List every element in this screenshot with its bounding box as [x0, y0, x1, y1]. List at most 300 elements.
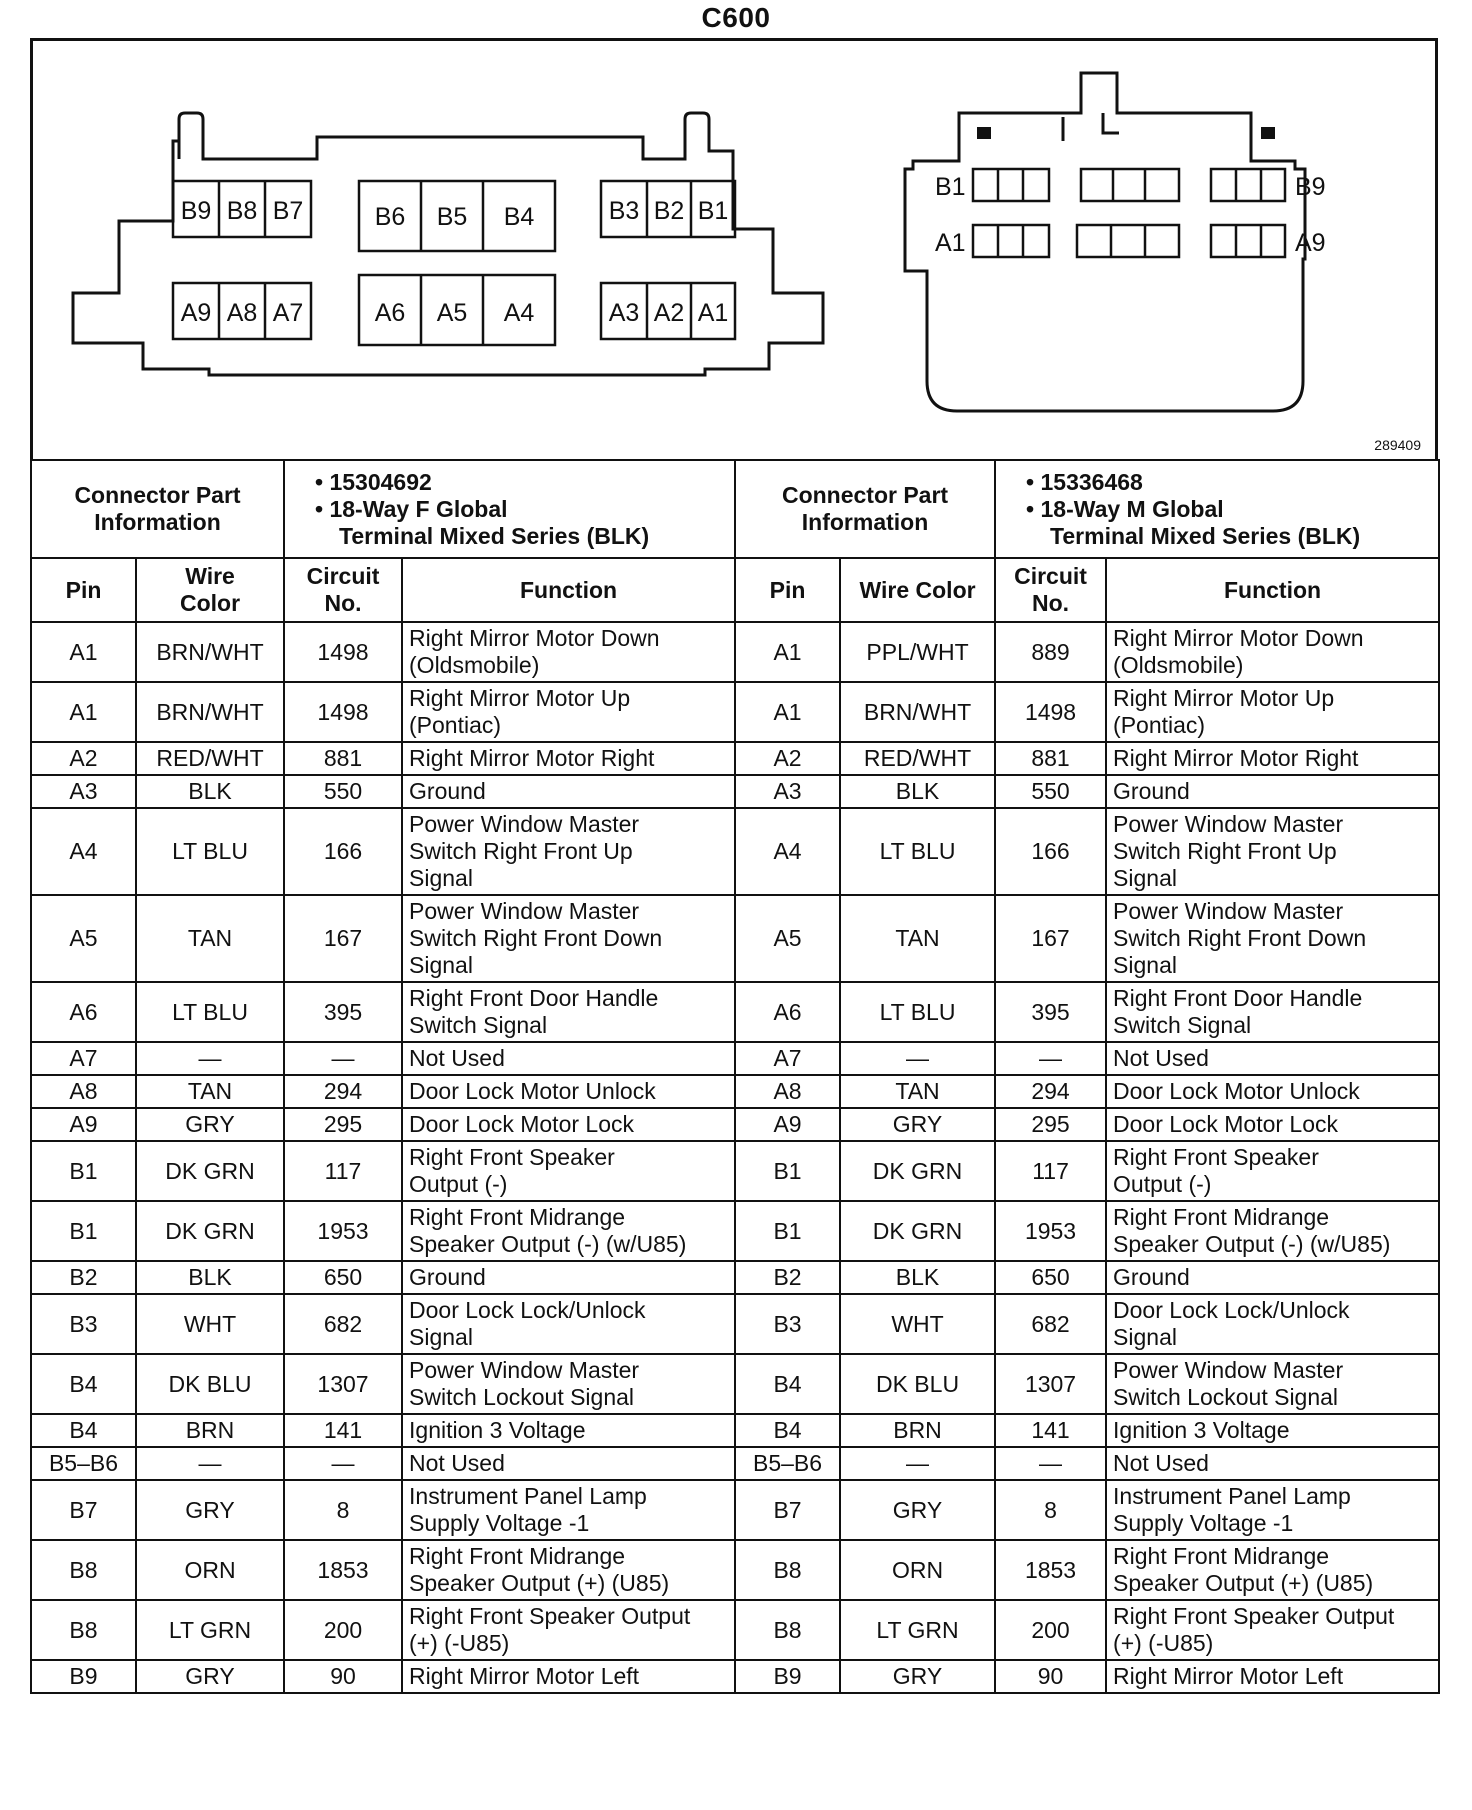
cavity-label: A9	[180, 299, 212, 327]
left-connector	[73, 113, 823, 375]
wire-color-cell: WHT	[840, 1294, 995, 1354]
wire-color-cell: GRY	[840, 1480, 995, 1540]
function-line: Not Used	[409, 1045, 505, 1071]
function-line: Ground	[409, 778, 486, 804]
function-line: Switch Signal	[409, 1012, 548, 1038]
function-cell	[402, 1201, 735, 1261]
pin-cell: A3	[31, 775, 136, 808]
function-line: Door Lock Lock/Unlock	[1113, 1297, 1350, 1323]
part-description: 18-Way F Global	[329, 495, 508, 522]
part-number: 15304692	[329, 468, 432, 495]
image-id: 289409	[1374, 437, 1421, 453]
column-header-function: Function	[402, 558, 735, 622]
wire-color-cell: GRY	[136, 1108, 284, 1141]
pin-cell: B4	[31, 1354, 136, 1414]
circuit-cell: 650	[995, 1261, 1106, 1294]
function-line: Signal	[1113, 865, 1177, 891]
table-row	[31, 1075, 1439, 1108]
wire-color-cell: RED/WHT	[840, 742, 995, 775]
pin-cell: B1	[31, 1201, 136, 1261]
table-row	[31, 1600, 1439, 1660]
wire-color-cell: BRN/WHT	[136, 622, 284, 682]
function-line: Speaker Output (+) (U85)	[409, 1570, 670, 1596]
table-row	[31, 1480, 1439, 1540]
function-cell	[1106, 1447, 1439, 1480]
function-cell	[402, 895, 735, 982]
function-line: Right Mirror Motor Down	[1113, 625, 1364, 651]
cavity-label: B3	[608, 197, 640, 225]
function-line: Switch Signal	[1113, 1012, 1252, 1038]
function-line: Right Mirror Motor Up	[409, 685, 631, 711]
wire-color-cell: BRN/WHT	[840, 682, 995, 742]
function-line: Door Lock Motor Lock	[409, 1111, 634, 1137]
function-line: Right Mirror Motor Down	[409, 625, 660, 651]
function-line: (+) (-U85)	[409, 1630, 510, 1656]
table-row	[31, 1354, 1439, 1414]
wire-color-cell: —	[840, 1042, 995, 1075]
circuit-cell: 395	[995, 982, 1106, 1042]
pin-cell: A7	[31, 1042, 136, 1075]
circuit-cell: 881	[284, 742, 402, 775]
cavity-label: A1	[935, 229, 966, 257]
function-line: Instrument Panel Lamp	[409, 1483, 647, 1509]
function-cell	[402, 1294, 735, 1354]
function-cell	[1106, 1042, 1439, 1075]
pin-cell: B5–B6	[31, 1447, 136, 1480]
function-line: Signal	[1113, 1324, 1177, 1350]
function-line: (Oldsmobile)	[409, 652, 540, 678]
cavity-label: A9	[1295, 229, 1326, 257]
function-line: Right Front Speaker Output	[1113, 1603, 1395, 1629]
cavity-label: A6	[374, 299, 406, 327]
function-line: Right Mirror Motor Left	[409, 1663, 640, 1689]
pin-cell: A9	[31, 1108, 136, 1141]
pin-cell: A4	[31, 808, 136, 895]
function-cell	[402, 1042, 735, 1075]
wire-color-cell: LT BLU	[840, 808, 995, 895]
pin-cell: B8	[31, 1540, 136, 1600]
function-cell	[1106, 1141, 1439, 1201]
circuit-cell: 682	[995, 1294, 1106, 1354]
wire-color-cell: WHT	[136, 1294, 284, 1354]
part-info-label: Connector Part Information	[735, 460, 995, 558]
column-header-circuit: Circuit No.	[995, 558, 1106, 622]
function-line: Switch Right Front Up	[409, 838, 633, 864]
cavity-label: A1	[697, 299, 729, 327]
wire-color-cell: TAN	[840, 895, 995, 982]
function-line: Instrument Panel Lamp	[1113, 1483, 1351, 1509]
function-line: Door Lock Motor Unlock	[409, 1078, 656, 1104]
circuit-cell: 1953	[995, 1201, 1106, 1261]
function-cell	[402, 1261, 735, 1294]
pin-cell: A8	[735, 1075, 840, 1108]
wire-color-cell: ORN	[840, 1540, 995, 1600]
cavity-label: B1	[935, 173, 966, 201]
wire-color-cell: GRY	[840, 1660, 995, 1693]
wire-color-cell: TAN	[136, 895, 284, 982]
circuit-cell: 167	[284, 895, 402, 982]
wire-color-cell: TAN	[136, 1075, 284, 1108]
pin-cell: B1	[31, 1141, 136, 1201]
wire-color-cell: BRN/WHT	[136, 682, 284, 742]
function-cell	[1106, 1075, 1439, 1108]
function-cell	[402, 1075, 735, 1108]
function-line: Right Front Midrange	[409, 1204, 626, 1230]
pin-cell: B7	[735, 1480, 840, 1540]
circuit-cell: 90	[284, 1660, 402, 1693]
function-line: Power Window Master	[409, 1357, 640, 1383]
pin-cell: B5–B6	[735, 1447, 840, 1480]
table-row	[31, 1108, 1439, 1141]
function-line: (+) (-U85)	[1113, 1630, 1214, 1656]
function-line: Right Mirror Motor Right	[409, 745, 655, 771]
function-line: Right Mirror Motor Right	[1113, 745, 1359, 771]
table-row	[31, 1447, 1439, 1480]
function-cell	[1106, 1540, 1439, 1600]
wire-color-cell: DK GRN	[840, 1201, 995, 1261]
pin-cell: B4	[31, 1414, 136, 1447]
wire-color-cell: GRY	[840, 1108, 995, 1141]
circuit-cell: 117	[284, 1141, 402, 1201]
cavity-label: B7	[272, 197, 304, 225]
function-cell	[402, 775, 735, 808]
function-line: Door Lock Lock/Unlock	[409, 1297, 646, 1323]
function-line: Right Front Door Handle	[1113, 985, 1363, 1011]
function-line: Power Window Master	[409, 898, 640, 924]
table-row	[31, 1201, 1439, 1261]
wire-color-cell: RED/WHT	[136, 742, 284, 775]
pin-cell: A2	[735, 742, 840, 775]
wire-color-cell: LT BLU	[136, 808, 284, 895]
pin-cell: A5	[31, 895, 136, 982]
circuit-cell: 294	[995, 1075, 1106, 1108]
function-cell	[1106, 982, 1439, 1042]
cavity-label: B9	[180, 197, 212, 225]
wire-color-cell: BLK	[840, 775, 995, 808]
function-cell	[402, 1108, 735, 1141]
function-line: Switch Lockout Signal	[1113, 1384, 1339, 1410]
function-line: Switch Right Front Down	[1113, 925, 1367, 951]
circuit-cell: —	[284, 1042, 402, 1075]
function-line: Ignition 3 Voltage	[409, 1417, 586, 1443]
pin-cell: B1	[735, 1141, 840, 1201]
function-line: Right Front Speaker Output	[409, 1603, 691, 1629]
table-row	[31, 982, 1439, 1042]
circuit-cell: 167	[995, 895, 1106, 982]
pin-cell: A6	[735, 982, 840, 1042]
circuit-cell: 90	[995, 1660, 1106, 1693]
function-line: Not Used	[409, 1450, 505, 1476]
circuit-cell: 1498	[284, 682, 402, 742]
circuit-cell: 1307	[284, 1354, 402, 1414]
function-line: Speaker Output (-) (w/U85)	[409, 1231, 687, 1257]
pin-cell: B2	[735, 1261, 840, 1294]
circuit-cell: 1853	[284, 1540, 402, 1600]
pin-cell: B9	[31, 1660, 136, 1693]
pin-cell: A1	[735, 682, 840, 742]
wire-color-cell: —	[136, 1042, 284, 1075]
cavity-label: B5	[436, 203, 468, 231]
wire-color-cell: DK GRN	[840, 1141, 995, 1201]
circuit-cell: 295	[995, 1108, 1106, 1141]
function-line: Power Window Master	[1113, 811, 1344, 837]
cavity-label: A3	[608, 299, 640, 327]
circuit-cell: —	[995, 1447, 1106, 1480]
part-info-female: • 15304692 • 18-Way F Global Terminal Mixed Series (BLK)	[284, 460, 735, 558]
function-line: Signal	[409, 1324, 473, 1350]
circuit-cell: 117	[995, 1141, 1106, 1201]
function-line: Right Mirror Motor Up	[1113, 685, 1335, 711]
pin-cell: A9	[735, 1108, 840, 1141]
pin-cell: A1	[31, 682, 136, 742]
table-row	[31, 742, 1439, 775]
circuit-cell: 1853	[995, 1540, 1106, 1600]
pin-cell: B4	[735, 1414, 840, 1447]
function-line: Power Window Master	[1113, 1357, 1344, 1383]
function-line: Not Used	[1113, 1450, 1209, 1476]
function-line: Ground	[1113, 778, 1190, 804]
table-row	[31, 1660, 1439, 1693]
wire-color-cell: BLK	[136, 1261, 284, 1294]
table-row	[31, 1414, 1439, 1447]
function-cell	[402, 1600, 735, 1660]
column-header-pin: Pin	[735, 558, 840, 622]
pin-cell: B3	[735, 1294, 840, 1354]
function-line: Supply Voltage -1	[1113, 1510, 1294, 1536]
circuit-cell: 550	[995, 775, 1106, 808]
circuit-cell: 682	[284, 1294, 402, 1354]
function-cell	[1106, 1108, 1439, 1141]
part-description: 18-Way M Global	[1040, 495, 1224, 522]
cavity-label: B8	[226, 197, 258, 225]
wire-color-cell: TAN	[840, 1075, 995, 1108]
function-line: (Oldsmobile)	[1113, 652, 1244, 678]
pin-cell: B9	[735, 1660, 840, 1693]
function-cell	[1106, 1600, 1439, 1660]
function-line: Not Used	[1113, 1045, 1209, 1071]
connector-diagram	[30, 38, 1438, 459]
wire-color-cell: BLK	[840, 1261, 995, 1294]
function-line: Right Front Midrange	[1113, 1543, 1330, 1569]
wire-color-cell: BRN	[136, 1414, 284, 1447]
circuit-cell: 141	[284, 1414, 402, 1447]
function-line: (Pontiac)	[409, 712, 502, 738]
function-line: Switch Right Front Down	[409, 925, 663, 951]
table-row	[31, 682, 1439, 742]
wire-color-cell: ORN	[136, 1540, 284, 1600]
function-line: Door Lock Motor Unlock	[1113, 1078, 1360, 1104]
circuit-cell: 650	[284, 1261, 402, 1294]
pin-cell: A7	[735, 1042, 840, 1075]
circuit-cell: 295	[284, 1108, 402, 1141]
circuit-cell: —	[995, 1042, 1106, 1075]
circuit-cell: 889	[995, 622, 1106, 682]
wire-color-cell: DK BLU	[840, 1354, 995, 1414]
column-header-circuit: Circuit No.	[284, 558, 402, 622]
function-cell	[1106, 775, 1439, 808]
wire-color-cell: GRY	[136, 1660, 284, 1693]
function-cell	[402, 808, 735, 895]
circuit-cell: 200	[995, 1600, 1106, 1660]
circuit-cell: 1498	[995, 682, 1106, 742]
function-line: Switch Lockout Signal	[409, 1384, 635, 1410]
circuit-cell: 166	[284, 808, 402, 895]
part-description: Terminal Mixed Series (BLK)	[1050, 522, 1361, 549]
column-header-function: Function	[1106, 558, 1439, 622]
cavity-label: A4	[503, 299, 535, 327]
table-row	[31, 775, 1439, 808]
function-line: Signal	[409, 865, 473, 891]
function-line: Switch Right Front Up	[1113, 838, 1337, 864]
function-cell	[402, 982, 735, 1042]
table-row	[31, 1042, 1439, 1075]
function-line: Right Front Midrange	[409, 1543, 626, 1569]
table-row	[31, 895, 1439, 982]
function-cell	[402, 682, 735, 742]
pin-cell: B8	[735, 1600, 840, 1660]
table-row	[31, 1261, 1439, 1294]
function-line: Right Front Midrange	[1113, 1204, 1330, 1230]
wire-color-cell: LT BLU	[840, 982, 995, 1042]
wire-color-cell: PPL/WHT	[840, 622, 995, 682]
function-line: Signal	[1113, 952, 1177, 978]
circuit-cell: 141	[995, 1414, 1106, 1447]
function-cell	[402, 1447, 735, 1480]
function-line: Output (-)	[1113, 1171, 1212, 1197]
pin-cell: A3	[735, 775, 840, 808]
function-line: Output (-)	[409, 1171, 508, 1197]
function-line: Right Front Speaker	[409, 1144, 615, 1170]
circuit-cell: 395	[284, 982, 402, 1042]
function-cell	[1106, 1294, 1439, 1354]
function-cell	[402, 1540, 735, 1600]
function-cell	[1106, 1660, 1439, 1693]
function-line: Power Window Master	[1113, 898, 1344, 924]
part-number: 15336468	[1040, 468, 1143, 495]
pin-cell: A1	[31, 622, 136, 682]
circuit-cell: 166	[995, 808, 1106, 895]
circuit-cell: —	[284, 1447, 402, 1480]
wire-color-cell: LT GRN	[840, 1600, 995, 1660]
column-header-wire-color: Wire Color	[840, 558, 995, 622]
cavity-label: B2	[653, 197, 685, 225]
function-cell	[1106, 895, 1439, 982]
pin-cell: B8	[735, 1540, 840, 1600]
function-cell	[1106, 1261, 1439, 1294]
cavity-label: A8	[226, 299, 258, 327]
wire-color-cell: GRY	[136, 1480, 284, 1540]
part-info-male: • 15336468 • 18-Way M Global Terminal Mixed Series (BLK)	[995, 460, 1439, 558]
function-cell	[402, 622, 735, 682]
part-info-label: Connector Part Information	[31, 460, 284, 558]
wire-color-cell: BLK	[136, 775, 284, 808]
wire-color-cell: LT GRN	[136, 1600, 284, 1660]
function-cell	[1106, 1480, 1439, 1540]
pin-cell: B8	[31, 1600, 136, 1660]
function-line: (Pontiac)	[1113, 712, 1206, 738]
column-header-wire-color: Wire Color	[136, 558, 284, 622]
column-header-row	[31, 558, 1439, 622]
circuit-cell: 8	[995, 1480, 1106, 1540]
part-info-row	[31, 460, 1439, 558]
function-line: Right Front Speaker	[1113, 1144, 1319, 1170]
wire-color-cell: DK GRN	[136, 1141, 284, 1201]
cavity-label: A5	[436, 299, 468, 327]
function-cell	[1106, 1354, 1439, 1414]
circuit-cell: 294	[284, 1075, 402, 1108]
function-line: Speaker Output (-) (w/U85)	[1113, 1231, 1391, 1257]
pin-cell: B4	[735, 1354, 840, 1414]
function-line: Signal	[409, 952, 473, 978]
circuit-cell: 1498	[284, 622, 402, 682]
pin-cell: B7	[31, 1480, 136, 1540]
function-line: Ground	[1113, 1264, 1190, 1290]
cavity-label: A2	[653, 299, 685, 327]
table-row	[31, 622, 1439, 682]
function-cell	[402, 742, 735, 775]
pin-cell: A8	[31, 1075, 136, 1108]
function-cell	[1106, 808, 1439, 895]
connector-drawings	[33, 41, 1435, 462]
table-row	[31, 1540, 1439, 1600]
wire-color-cell: BRN	[840, 1414, 995, 1447]
cavity-label: B9	[1295, 173, 1326, 201]
circuit-cell: 1307	[995, 1354, 1106, 1414]
pin-cell: A5	[735, 895, 840, 982]
function-cell	[402, 1414, 735, 1447]
wire-color-cell: LT BLU	[136, 982, 284, 1042]
function-line: Right Front Door Handle	[409, 985, 659, 1011]
pin-cell: B1	[735, 1201, 840, 1261]
function-line: Speaker Output (+) (U85)	[1113, 1570, 1374, 1596]
page-title: C600	[701, 2, 771, 33]
wire-color-cell: DK BLU	[136, 1354, 284, 1414]
circuit-cell: 881	[995, 742, 1106, 775]
function-cell	[1106, 742, 1439, 775]
function-cell	[1106, 682, 1439, 742]
function-cell	[402, 1660, 735, 1693]
function-cell	[1106, 1201, 1439, 1261]
cavity-label: B1	[697, 197, 729, 225]
function-cell	[1106, 622, 1439, 682]
pin-cell: A6	[31, 982, 136, 1042]
pin-cell: B3	[31, 1294, 136, 1354]
function-line: Supply Voltage -1	[409, 1510, 590, 1536]
cavity-label: A7	[272, 299, 304, 327]
pin-rows	[31, 622, 1439, 1693]
function-line: Door Lock Motor Lock	[1113, 1111, 1339, 1137]
cavity-label: B6	[374, 203, 406, 231]
circuit-cell: 200	[284, 1600, 402, 1660]
function-line: Ground	[409, 1264, 486, 1290]
circuit-cell: 1953	[284, 1201, 402, 1261]
right-latches	[977, 127, 1275, 139]
right-cavities	[973, 169, 1285, 257]
column-header-pin: Pin	[31, 558, 136, 622]
pin-cell: A2	[31, 742, 136, 775]
pin-cell: B2	[31, 1261, 136, 1294]
part-description: Terminal Mixed Series (BLK)	[339, 522, 650, 549]
table-row	[31, 808, 1439, 895]
pin-cell: A4	[735, 808, 840, 895]
wire-color-cell: —	[840, 1447, 995, 1480]
function-line: Right Mirror Motor Left	[1113, 1663, 1344, 1689]
table-row	[31, 1294, 1439, 1354]
pin-cell: A1	[735, 622, 840, 682]
function-cell	[1106, 1414, 1439, 1447]
circuit-cell: 8	[284, 1480, 402, 1540]
table-row	[31, 1141, 1439, 1201]
